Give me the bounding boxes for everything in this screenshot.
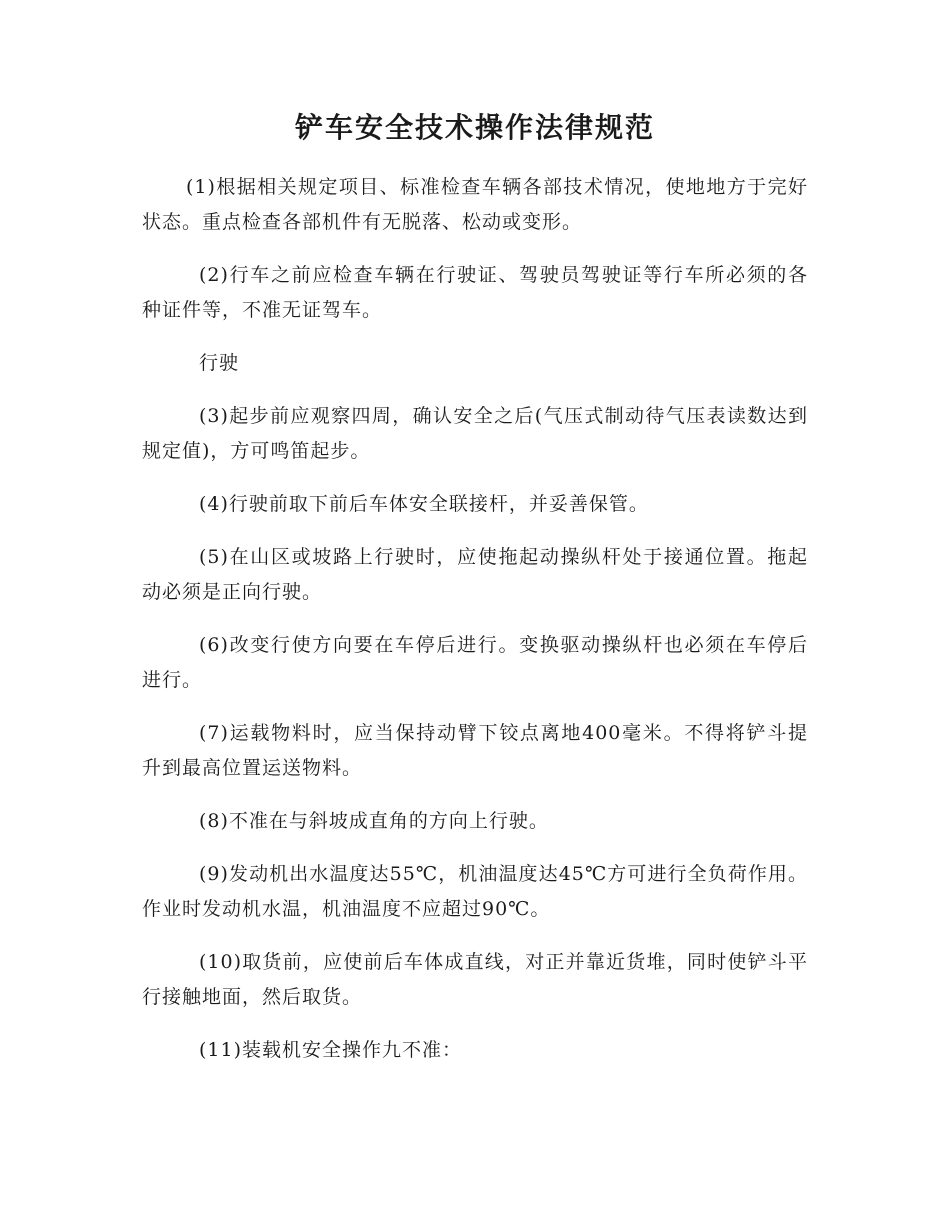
paragraph-5: (5)在山区或坡路上行驶时，应使拖起动操纵杆处于接通位置。拖起动必须是正向行驶。 bbox=[142, 546, 808, 603]
paragraph-11: (11)装载机安全操作九不准： bbox=[199, 1039, 463, 1061]
paragraph-6: (6)改变行使方向要在车停后进行。变换驱动操纵杆也必须在车停后进行。 bbox=[142, 634, 808, 691]
document-title: 铲车安全技术操作法律规范 bbox=[294, 111, 655, 144]
paragraph-3: (3)起步前应观察四周，确认安全之后(气压式制动待气压表读数达到规定值)，方可鸣笛起步。 bbox=[142, 405, 808, 462]
paragraph-8: (8)不准在与斜坡成直角的方向上行驶。 bbox=[199, 810, 549, 832]
paragraph-1: (1)根据相关规定项目、标准检查车辆各部技术情况，使地地方于完好状态。重点检查各部机件有无脱落、松动或变形。 bbox=[142, 176, 808, 233]
paragraph-7: (7)运载物料时，应当保持动臂下铰点离地400毫米。不得将铲斗提升到最高位置运送物料。 bbox=[142, 722, 808, 779]
paragraph-4: (4)行驶前取下前后车体安全联接杆，并妥善保管。 bbox=[199, 493, 649, 515]
paragraph-10: (10)取货前，应使前后车体成直线，对正并靠近货堆，同时使铲斗平行接触地面，然后取货。 bbox=[142, 951, 808, 1008]
paragraph-9: (9)发动机出水温度达55℃，机油温度达45℃方可进行全负荷作用。作业时发动机水温，机油温度不应超过90℃。 bbox=[142, 863, 808, 920]
paragraph-2: (2)行车之前应检查车辆在行驶证、驾驶员驾驶证等行车所必须的各种证件等，不准无证驾车。 bbox=[142, 264, 808, 321]
section-heading-driving: 行驶 bbox=[199, 352, 240, 374]
